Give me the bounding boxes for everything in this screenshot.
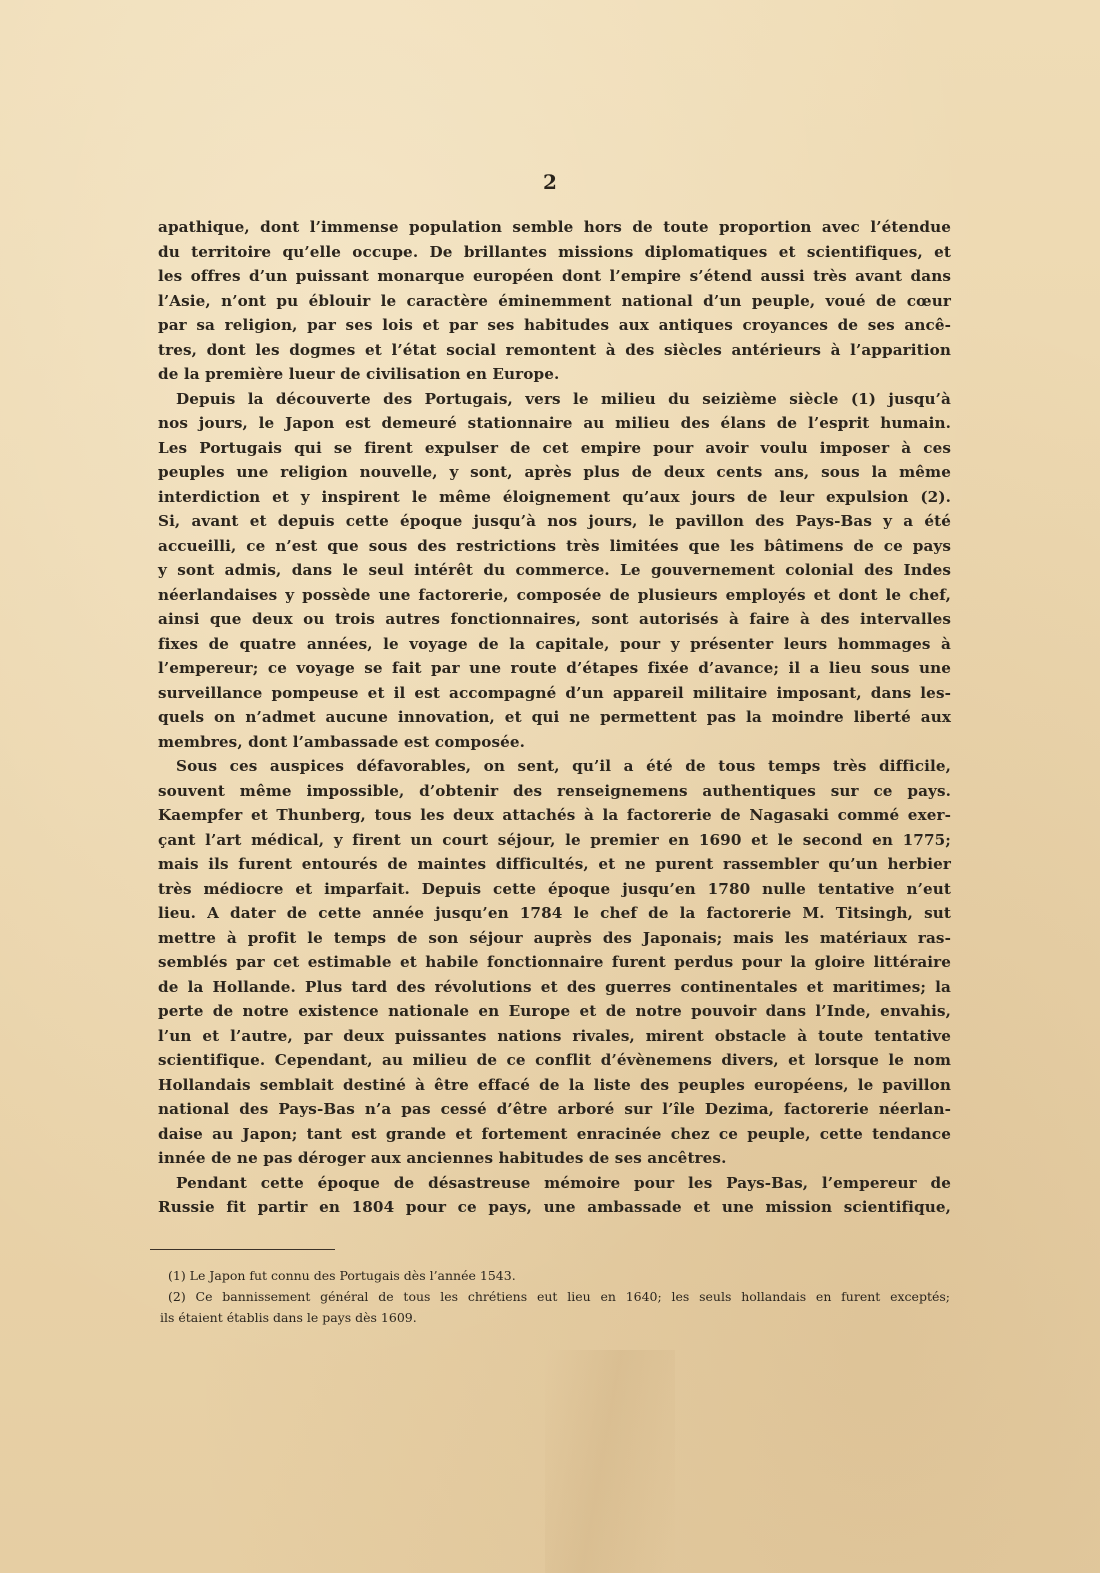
body-line: interdiction et y inspirent le même éloignement qu’aux jours de leur expulsion (2).: [158, 487, 951, 506]
body-line: Hollandais semblait destiné à être effacé de la liste des peuples européens, le pavillon: [158, 1075, 951, 1094]
body-line: innée de ne pas déroger aux anciennes habitudes de ses ancêtres.: [158, 1149, 727, 1167]
body-line: peuples une religion nouvelle, y sont, après plus de deux cents ans, sous la même: [158, 463, 951, 481]
body-line: les offres d’un puissant monarque européen dont l’empire s’étend aussi très avant dans: [158, 267, 951, 285]
body-line: Kaempfer et Thunberg, tous les deux attachés à la factorerie de Nagasaki commé exer-: [158, 806, 951, 824]
body-line: çant l’art médical, y firent un court séjour, le premier en 1690 et le second en 1775;: [158, 830, 951, 849]
body-line: mettre à profit le temps de son séjour auprès des Japonais; mais les matériaux ras-: [158, 928, 951, 947]
body-line: de la Hollande. Plus tard des révolutions et des guerres continentales et maritimes; la: [158, 977, 951, 996]
footnote-line: (2) Ce bannissement général de tous les chrétiens eut lieu en 1640; les seuls hollandais en furent exceptés;: [168, 1289, 950, 1304]
body-line: Si, avant et depuis cette époque jusqu’à nos jours, le pavillon des Pays-Bas y a été: [158, 512, 951, 530]
body-line: Russie fit partir en 1804 pour ce pays, une ambassade et une mission scientifique,: [158, 1198, 951, 1216]
body-line: mais ils furent entourés de maintes difficultés, et ne purent rassembler qu’un herbier: [158, 855, 951, 873]
footnote-line: (1) Le Japon fut connu des Portugais dès l’année 1543.: [168, 1268, 516, 1283]
body-line: accueilli, ce n’est que sous des restrictions très limitées que les bâtimens de ce pays: [158, 536, 951, 555]
body-line: perte de notre existence nationale en Europe et de notre pouvoir dans l’Inde, envahis,: [158, 1002, 951, 1020]
body-line: l’Asie, n’ont pu éblouir le caractère éminemment national d’un peuple, voué de cœur: [158, 291, 951, 310]
body-line: l’empereur; ce voyage se fait par une route d’étapes fixée d’avance; il a lieu sous une: [158, 659, 951, 677]
body-line: Les Portugais qui se firent expulser de cet empire pour avoir voulu imposer à ces: [158, 438, 951, 457]
body-line: lieu. A dater de cette année jusqu’en 1784 le chef de la factorerie M. Titsingh, sut: [158, 904, 951, 922]
body-line: y sont admis, dans le seul intérêt du commerce. Le gouvernement colonial des Indes: [158, 561, 951, 579]
page-number: 2: [543, 170, 557, 194]
body-line: ainsi que deux ou trois autres fonctionnaires, sont autorisés à faire à des intervalles: [158, 610, 951, 628]
footnote-rule: [150, 1249, 335, 1250]
footnote-line: ils étaient établis dans le pays dès 1609.: [160, 1310, 417, 1325]
body-line: quels on n’admet aucune innovation, et qui ne permettent pas la moindre liberté aux: [158, 708, 951, 726]
body-line: l’un et l’autre, par deux puissantes nations rivales, mirent obstacle à toute tentative: [158, 1026, 951, 1045]
body-line: nos jours, le Japon est demeuré stationnaire au milieu des élans de l’esprit humain.: [158, 414, 951, 432]
footnotes: [160, 1265, 950, 1328]
body-line: néerlandaises y possède une factorerie, composée de plusieurs employés et dont le chef,: [158, 585, 951, 604]
body-line: par sa religion, par ses lois et par ses habitudes aux antiques croyances de ses ancê-: [158, 316, 951, 334]
body-line: du territoire qu’elle occupe. De brillantes missions diplomatiques et scientifiques, et: [158, 242, 951, 261]
body-line: Depuis la découverte des Portugais, vers le milieu du seizième siècle (1) jusqu’à: [176, 389, 951, 408]
body-line: apathique, dont l’immense population semble hors de toute proportion avec l’étendue: [158, 218, 951, 236]
body-line: Sous ces auspices défavorables, on sent, qu’il a été de tous temps très difficile,: [176, 757, 951, 775]
paper-fold-shadow: [545, 1350, 675, 1573]
body-line: surveillance pompeuse et il est accompagné d’un appareil militaire imposant, dans les-: [158, 683, 951, 702]
body-line: souvent même impossible, d’obtenir des renseignemens authentiques sur ce pays.: [158, 781, 951, 800]
body-line: fixes de quatre années, le voyage de la capitale, pour y présenter leurs hommages à: [158, 634, 951, 653]
body-line: scientifique. Cependant, au milieu de ce conflit d’évènemens divers, et lorsque le nom: [158, 1051, 951, 1069]
body-line: daise au Japon; tant est grande et fortement enracinée chez ce peuple, cette tendance: [158, 1124, 951, 1143]
body-line: de la première lueur de civilisation en Europe.: [158, 365, 560, 383]
body-line: national des Pays-Bas n’a pas cessé d’être arboré sur l’île Dezima, factorerie néerlan-: [158, 1100, 951, 1118]
body-line: tres, dont les dogmes et l’état social remontent à des siècles antérieurs à l’apparition: [158, 340, 951, 359]
body-text: [158, 215, 951, 1220]
body-line: membres, dont l’ambassade est composée.: [158, 732, 526, 751]
body-line: Pendant cette époque de désastreuse mémoire pour les Pays-Bas, l’empereur de: [176, 1173, 951, 1192]
body-line: très médiocre et imparfait. Depuis cette époque jusqu’en 1780 nulle tentative n’eut: [158, 879, 951, 898]
body-line: semblés par cet estimable et habile fonctionnaire furent perdus pour la gloire littéraire: [158, 953, 951, 971]
